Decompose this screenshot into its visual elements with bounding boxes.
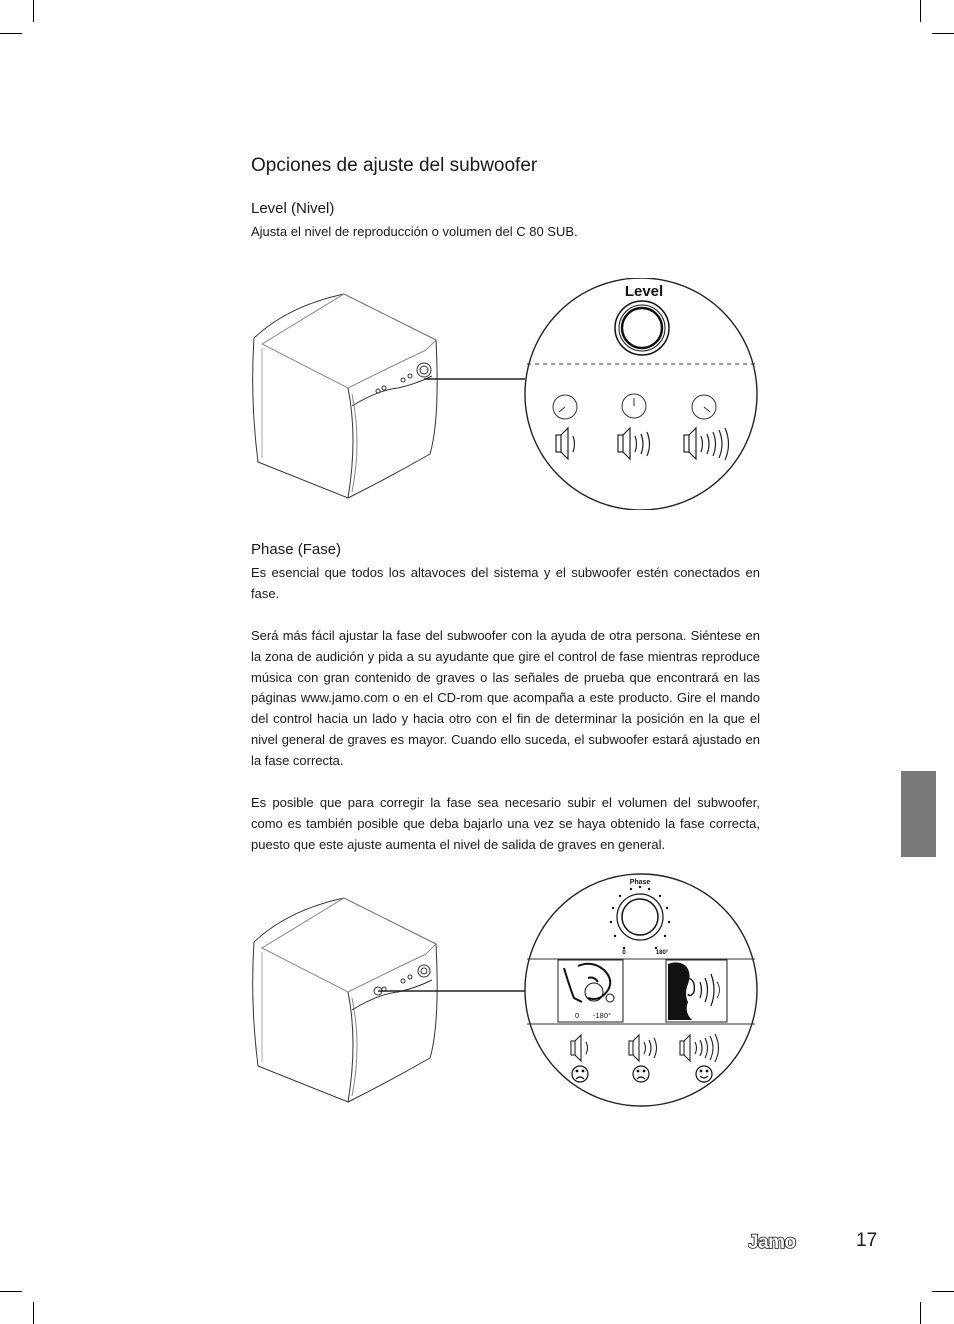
crop-mark (932, 1291, 954, 1292)
crop-mark (920, 1302, 921, 1324)
crop-mark (0, 33, 22, 34)
page-number: 17 (856, 1230, 878, 1251)
level-zoom-circle (525, 278, 757, 510)
hand-knob-min: 0 (575, 1011, 580, 1020)
section-title: Opciones de ajuste del subwoofer (251, 155, 538, 176)
hand-turning-knob-icon (558, 960, 623, 1022)
level-description: Ajusta el nivel de reproducción o volumen del C 80 SUB. (251, 224, 578, 239)
crop-mark (0, 1291, 22, 1292)
section-tab-marker (901, 771, 936, 857)
phase-knob-max: 180° (655, 950, 669, 956)
phase-knob-label: Phase (629, 879, 651, 886)
phase-paragraph-2: Será más fácil ajustar la fase del subwoofer con la ayuda de otra persona. Siéntese en la zona de audición y pida a su ayudante que gire el control de fase mientras reproduce música con gran contenido de graves o las señales de prueba que encontrará en las páginas www.jamo.com o en el CD-rom que acompaña a este producto. Gire el mando del control hacia un lado y hacia otro con el fin de determinar la posición en la que el nivel general de graves es mayor. Cuando ello suceda, el subwoofer estará ajustado en la fase correcta. (251, 628, 760, 768)
crop-mark (33, 1302, 34, 1324)
hand-knob-max: -180° (593, 1011, 612, 1020)
subwoofer-illustration (253, 294, 437, 498)
level-figure (248, 278, 763, 510)
jamo-logo-text: Jamo (748, 1232, 796, 1253)
phase-paragraph-1: Es esencial que todos los altavoces del sistema y el subwoofer estén conectados en fase. (251, 565, 760, 601)
phase-knob-min: 0 (622, 950, 626, 956)
crop-mark (920, 0, 921, 22)
phase-heading: Phase (Fase) (251, 541, 342, 558)
subwoofer-illustration (253, 898, 437, 1102)
level-knob-label: Level (624, 283, 664, 300)
listener-ear-icon (666, 960, 727, 1022)
level-heading: Level (Nivel) (251, 200, 335, 217)
crop-mark (33, 0, 34, 22)
phase-paragraph-3: Es posible que para corregir la fase sea necesario subir el volumen del subwoofer, como es también posible que deba bajarlo una vez se haya obtenido la fase correcta, puesto que este ajuste aumenta el nivel de salida de graves en general. (251, 795, 760, 852)
jamo-logo (748, 1231, 828, 1253)
phase-figure (248, 870, 763, 1110)
crop-mark (932, 33, 954, 34)
